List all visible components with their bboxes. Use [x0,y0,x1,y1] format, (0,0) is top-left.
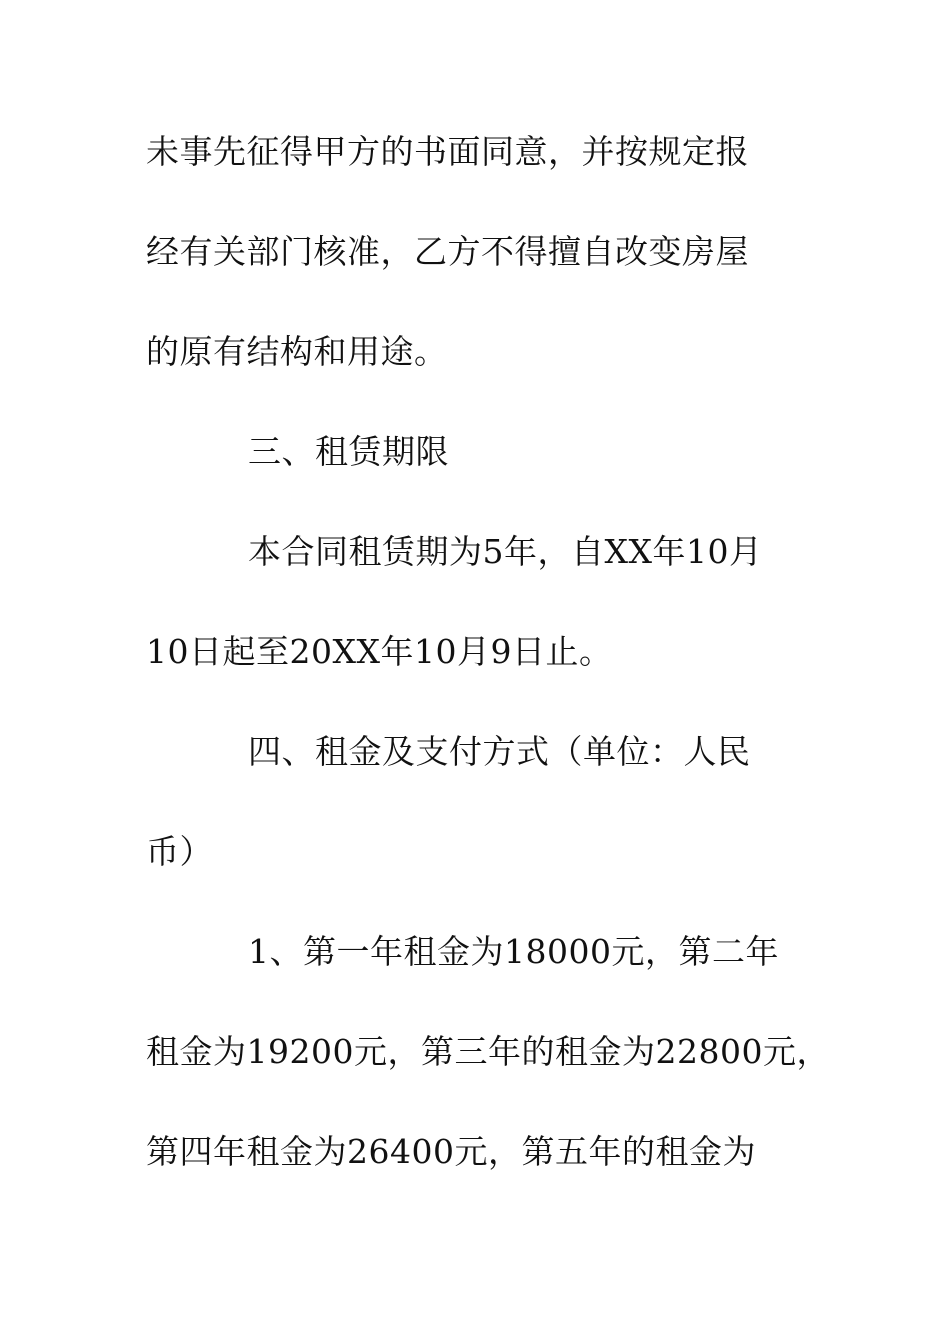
body-text-line: 租金为19200元，第三年的租金为22800元， [146,1032,830,1071]
body-text-line: 未事先征得甲方的书面同意，并按规定报 [146,132,749,171]
body-text-line: 币） [146,832,213,871]
body-text-line: 1、第一年租金为18000元，第二年 [248,932,779,971]
body-text-line: 10日起至20XX年10月9日止。 [146,632,613,671]
body-text-line: 经有关部门核准，乙方不得擅自改变房屋 [146,232,749,271]
body-text-line: 的原有结构和用途。 [146,332,448,371]
body-text-line: 第四年租金为26400元，第五年的租金为 [146,1132,756,1171]
body-text-line: 本合同租赁期为5年，自XX年10月 [248,532,763,571]
section-heading-rent: 四、租金及支付方式（单位：人民 [248,732,751,771]
section-heading-term: 三、租赁期限 [248,432,449,471]
